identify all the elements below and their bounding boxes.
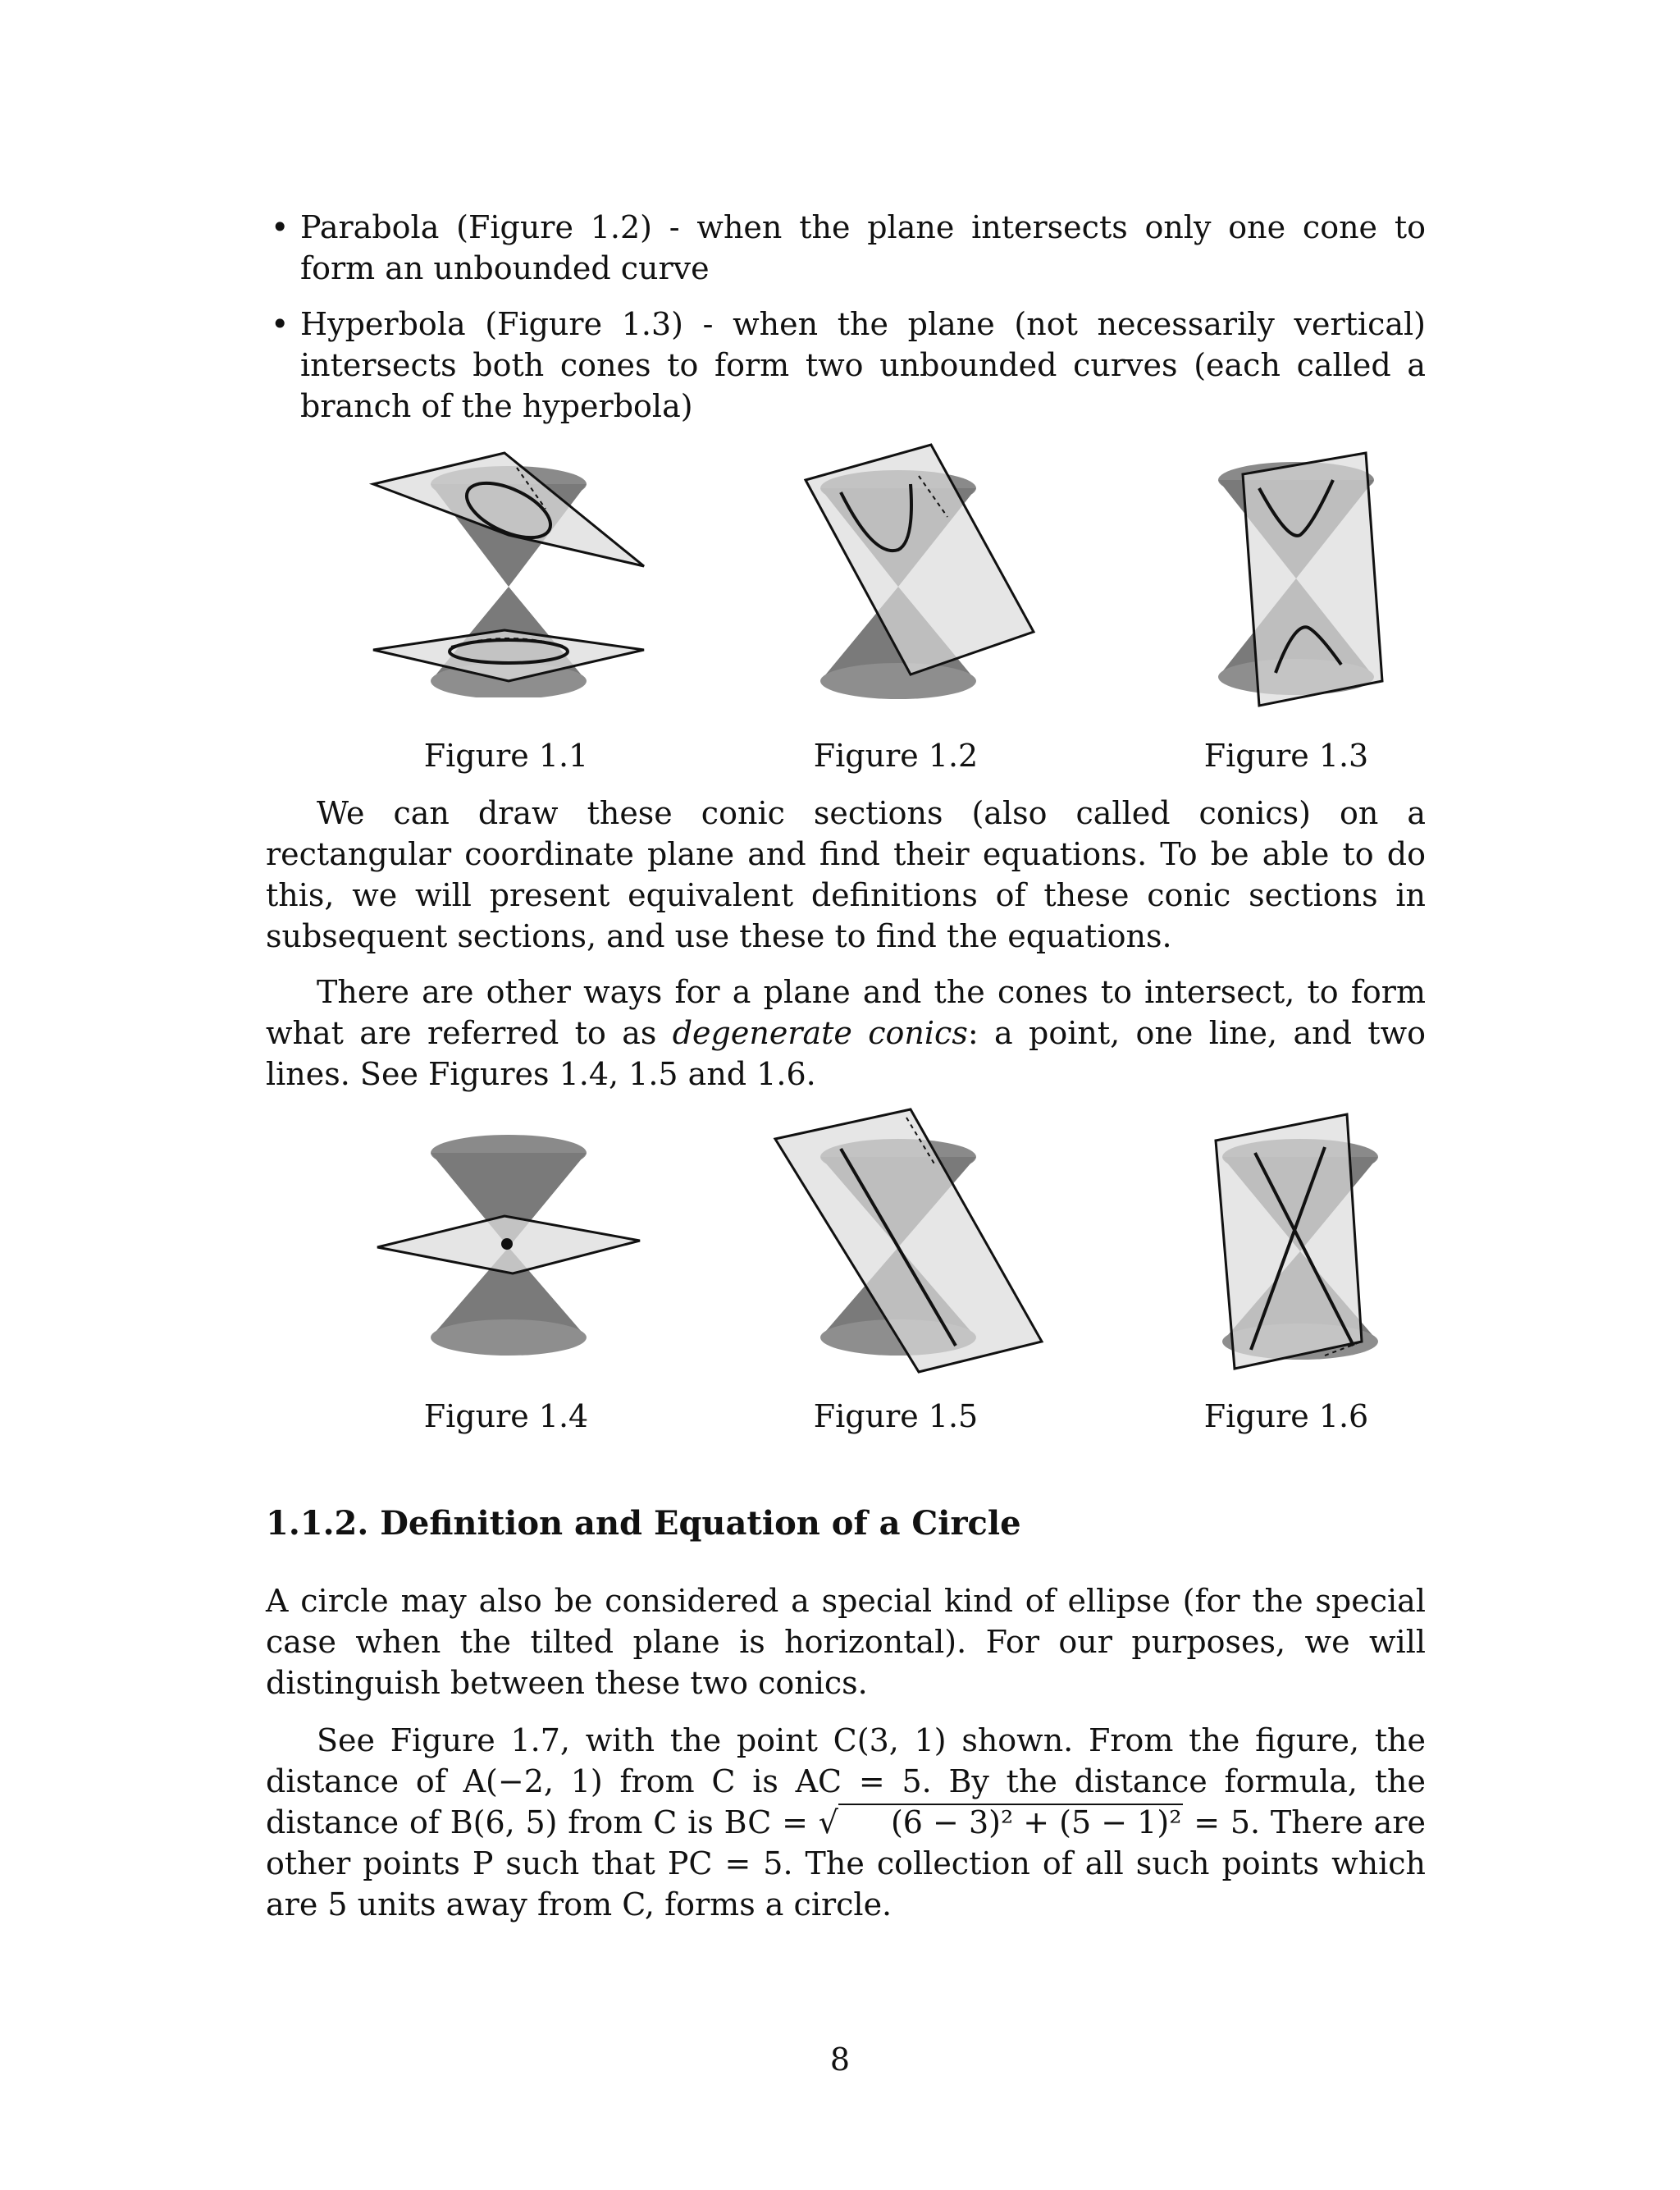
bullet-hyperbola: Hyperbola (Figure 1.3) - when the plane (not necessarily vertical) intersects both cones to form two unbounded curves (each called a branch of the hyperbola) (300, 306, 1426, 424)
caption-figure-1-6: Figure 1.6 (1203, 1398, 1369, 1434)
bullet-marker: • (271, 209, 290, 245)
paragraph-text: : a point, one line, and two lines. See Figures 1.4, 1.5 and 1.6. (266, 1015, 1426, 1092)
bullet-parabola: Parabola (Figure 1.2) - when the plane intersects only one cone to form an unbounded curve (300, 209, 1426, 286)
page-number: 8 (829, 2041, 851, 2078)
paragraph-text: There are other ways for a plane and the cones to intersect, to form what are referred to as (266, 974, 1426, 1051)
paragraph-degenerate-conics (266, 972, 1426, 1095)
bullet-marker: • (271, 306, 290, 342)
paragraph-text: See Figure 1.7, with the point C(3, 1) shown. From the figure, the distance of A(−2, 1) from C is AC = 5. By the distance formula, the distance of B(6, 5) from C is BC = (266, 1722, 1426, 1840)
paragraph-circle-special-ellipse: A circle may also be considered a special kind of ellipse (for the special case when the tilted plane is horizontal). For our purposes, we will distinguish between these two conics. (266, 1583, 1426, 1701)
figure-1-6-two-lines (1198, 1108, 1411, 1387)
sqrt-expression: (6 − 3)² + (5 − 1)² (838, 1804, 1183, 1840)
caption-figure-1-5: Figure 1.5 (813, 1398, 979, 1434)
caption-figure-1-3: Figure 1.3 (1203, 738, 1369, 774)
caption-figure-1-2: Figure 1.2 (813, 738, 979, 774)
paragraph-circle-distance: See Figure 1.7, with the point C(3, 1) shown. From the figure, the distance of A(−2, 1) from C is AC = 5. By the distance formula, the distance of B(6, 5) from C is BC = √ (6 − 3)² + (5 − 1)² = 5. There are other points P such that PC = 5. The collection of all such points which are 5 units away from C, forms a circle. (266, 1722, 1426, 1923)
figure-1-3-hyperbola (1198, 443, 1411, 730)
degenerate-conics-term: degenerate conics (672, 1015, 968, 1051)
paragraph-conics-coordinate-plane: We can draw these conic sections (also called conics) on a rectangular coordinate plane and find their equations. To be able to do this, we will present equivalent definitions of these conic sections in subsequent sections, and use these to find the equations. (266, 795, 1426, 954)
caption-figure-1-4: Figure 1.4 (423, 1398, 589, 1434)
figure-1-5-one-line (763, 1100, 1058, 1378)
figure-1-1-ellipse (361, 443, 656, 697)
paragraph-text: = 5. There are other points P such that PC = 5. The collection of all such points which are 5 units away from C, forms a circle. (266, 1804, 1426, 1923)
figure-1-2-parabola (796, 435, 1066, 706)
figure-1-4-point (361, 1124, 656, 1362)
section-heading: 1.1.2. Definition and Equation of a Circle (266, 1504, 1021, 1543)
caption-figure-1-1: Figure 1.1 (423, 738, 589, 774)
